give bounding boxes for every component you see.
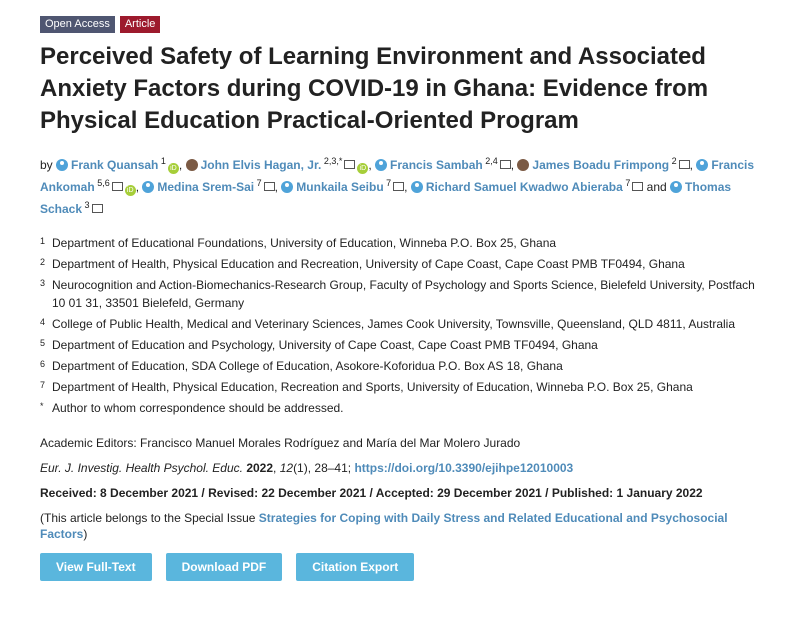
affiliation-number: 5 (40, 338, 46, 348)
mail-icon[interactable] (264, 182, 275, 191)
author-entry: Medina Srem-Sai $^7$ , (142, 180, 278, 194)
person-icon (670, 181, 682, 193)
author-affiliation-sup: 7 (622, 178, 631, 188)
affiliation-item (40, 336, 760, 354)
affiliation-number: 1 (40, 236, 46, 246)
mail-icon[interactable] (500, 160, 511, 169)
person-icon (411, 181, 423, 193)
author-affiliation-sup: 1 (158, 156, 166, 166)
mail-icon[interactable] (92, 204, 103, 213)
mail-icon[interactable] (112, 182, 123, 191)
affiliation-item (40, 357, 760, 375)
affiliation-number: 6 (40, 359, 46, 369)
action-buttons (40, 553, 760, 581)
person-icon (696, 159, 708, 171)
mail-icon[interactable] (344, 160, 355, 169)
author-name[interactable]: James Boadu Frimpong (532, 158, 670, 172)
article-title: Perceived Safety of Learning Environment and Associated Anxiety Factors during COVID-19 in Ghana: Evidence from Physical Education Practical-Oriented Program (40, 43, 709, 134)
author-entry: James Boadu Frimpong $^2$ , (517, 158, 693, 172)
author-entry: John Elvis Hagan, Jr. $^{2,3,*}$iD , (186, 158, 372, 172)
article-meta (40, 435, 760, 542)
orcid-icon[interactable]: iD (168, 163, 179, 174)
affiliation-item (40, 315, 760, 333)
download-pdf-button[interactable]: Download PDF (166, 553, 283, 581)
author-name[interactable]: John Elvis Hagan, Jr. (200, 158, 322, 172)
affiliation-text: Department of Education and Psychology, University of Cape Coast, Cape Coast PMB TF0494, Ghana (52, 338, 598, 352)
author-name[interactable]: Francis Sambah (390, 158, 483, 172)
author-name[interactable]: Thomas Schack (40, 180, 732, 216)
journal-name: Eur. J. Investig. Health Psychol. Educ. (40, 461, 243, 475)
author-list (40, 152, 760, 218)
special-issue-prefix: (This article belongs to the Special Issue (40, 511, 259, 525)
publication-dates: Received: 8 December 2021 / Revised: 22 December 2021 / Accepted: 29 December 2021 / Published: 1 January 2022 (40, 486, 703, 500)
affiliation-item (40, 399, 760, 417)
authors-prefix: by (40, 158, 53, 172)
affiliation-text: Author to whom correspondence should be addressed. (52, 401, 344, 415)
special-issue-link[interactable]: Strategies for Coping with Daily Stress and Related Educational and Psychosocial Factors (40, 511, 728, 541)
orcid-icon[interactable]: iD (357, 163, 368, 174)
citation-export-button[interactable]: Citation Export (296, 553, 414, 581)
affiliation-number: 3 (40, 278, 46, 288)
affiliation-number: 4 (40, 317, 46, 327)
article-type-badge: Article (120, 16, 161, 33)
author-affiliation-sup: 2,4 (482, 156, 498, 166)
doi-link[interactable]: https://doi.org/10.3390/ejihpe12010003 (354, 461, 574, 475)
affiliation-text: Department of Health, Physical Education, Recreation and Sports, University of Education, Winneba P.O. Box 25, Ghana (52, 380, 693, 394)
author-entry: Francis Ankomah $^{5,6}$iD , (40, 158, 754, 194)
author-entry (411, 180, 643, 194)
article-header (40, 16, 760, 581)
affiliation-item (40, 255, 760, 273)
author-entry: Frank Quansah $^1$iD , (56, 158, 182, 172)
author-affiliation-sup: 7 (254, 178, 262, 188)
mail-icon[interactable] (679, 160, 690, 169)
special-issue-note (40, 510, 760, 542)
and-word: and (643, 180, 671, 194)
author-photo-icon (517, 159, 529, 171)
author-affiliation-sup: 2 (669, 156, 677, 166)
author-affiliation-sup: 2,3,* (321, 156, 343, 166)
author-photo-icon (186, 159, 198, 171)
author-name[interactable]: Munkaila Seibu (296, 180, 384, 194)
mail-icon[interactable] (393, 182, 404, 191)
affiliation-number: 7 (40, 380, 46, 390)
person-icon (56, 159, 68, 171)
author-name[interactable]: Medina Srem-Sai (157, 180, 255, 194)
author-name[interactable]: Richard Samuel Kwadwo Abieraba (425, 180, 623, 194)
affiliation-item (40, 378, 760, 396)
author-affiliation-sup: 7 (383, 178, 392, 188)
special-issue-suffix: ) (83, 527, 88, 541)
author-name[interactable]: Francis Ankomah (40, 158, 754, 194)
affiliation-text: Department of Education, SDA College of Education, Asokore-Koforidua P.O. Box AS 18, Ghana (52, 359, 563, 373)
affiliation-text: College of Public Health, Medical and Veterinary Sciences, James Cook University, Townsville, Queensland, QLD 4811, Australia (52, 317, 736, 331)
citation: Eur. J. Investig. Health Psychol. Educ. 2022, 12(1), 28–41; https://doi.org/10.3390/ejihpe12010003 (40, 461, 574, 475)
open-access-badge: Open Access (40, 16, 115, 33)
affiliation-number: * (40, 401, 44, 411)
person-icon (375, 159, 387, 171)
affiliation-text: Department of Educational Foundations, University of Education, Winneba P.O. Box 25, Ghana (52, 236, 557, 250)
view-full-text-button[interactable]: View Full-Text (40, 553, 152, 581)
person-icon (142, 181, 154, 193)
academic-editors: Academic Editors: Francisco Manuel Morales Rodríguez and María del Mar Molero Jurado (40, 436, 521, 450)
badges (40, 16, 760, 33)
author-entry: Munkaila Seibu $^7$ , (281, 180, 407, 194)
author-affiliation-sup: 3 (82, 200, 90, 210)
author-affiliation-sup: 5,6 (94, 178, 110, 188)
mail-icon[interactable] (632, 182, 643, 191)
author-name[interactable]: Frank Quansah (71, 158, 159, 172)
affiliation-text: Department of Health, Physical Education and Recreation, University of Cape Coast, Cape Coast PMB TF0494, Ghana (52, 257, 685, 271)
citation-volume: 12 (279, 461, 294, 475)
affiliation-number: 2 (40, 257, 46, 267)
affiliations (40, 234, 760, 417)
author-entry: Francis Sambah $^{2,4}$ , (375, 158, 514, 172)
citation-issue-pages: (1), 28–41; (293, 461, 352, 475)
person-icon (281, 181, 293, 193)
orcid-icon[interactable]: iD (125, 185, 136, 196)
affiliation-item (40, 276, 760, 312)
citation-year: 2022 (246, 461, 274, 475)
affiliation-text: Neurocognition and Action-Biomechanics-Research Group, Faculty of Psychology and Sports Science, Bielefeld University, Postfach 10 01 31, 33501 Bielefeld, Germany (52, 278, 755, 310)
affiliation-item (40, 234, 760, 252)
